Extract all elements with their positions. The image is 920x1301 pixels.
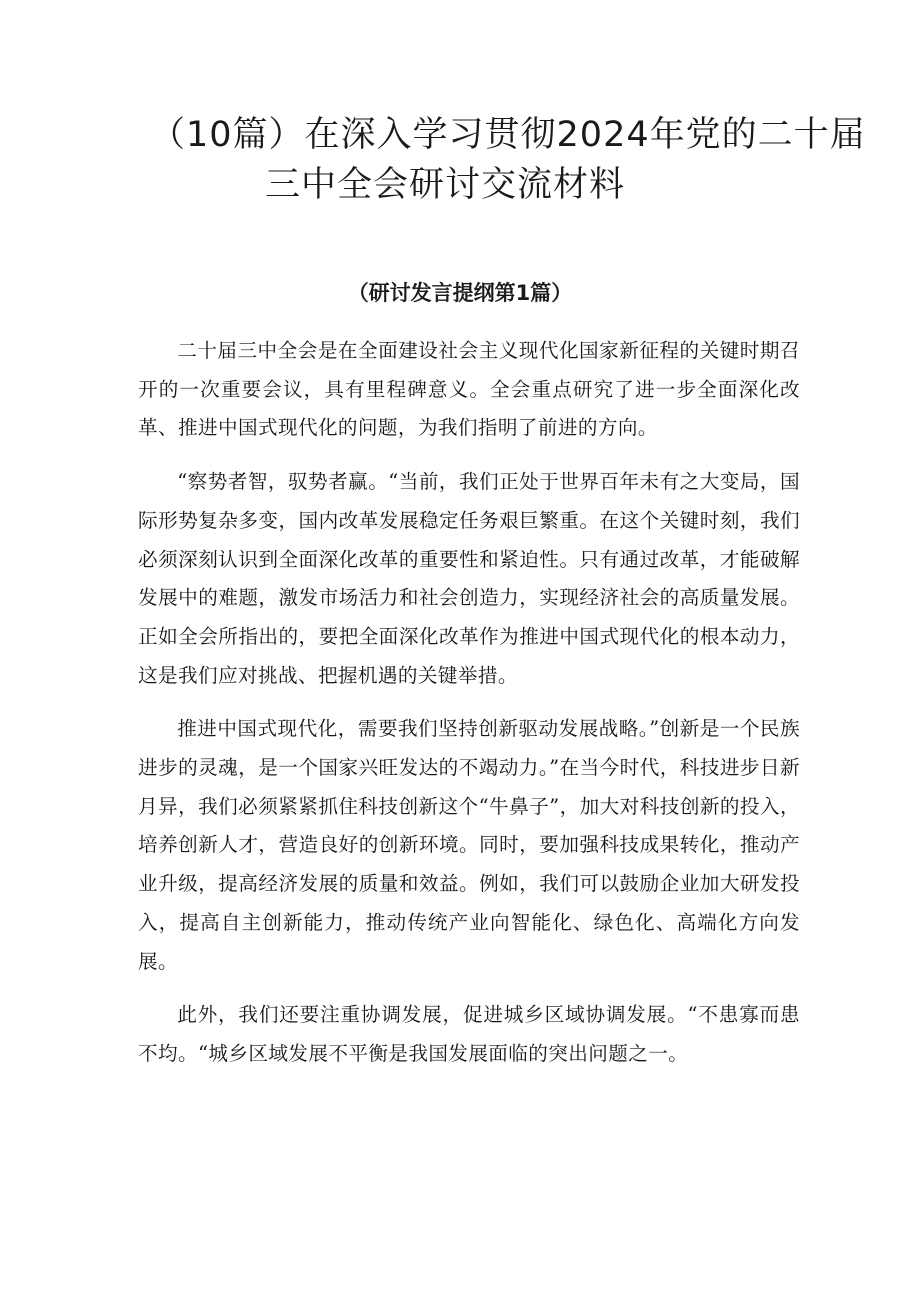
paragraph-4: 此外，我们还要注重协调发展，促进城乡区域协调发展。“不患寡而患不均。“城乡区域发展不平衡是我国发展面临的突出问题之一。 [138, 1003, 800, 1065]
paragraph-1: 二十届三中全会是在全面建设社会主义现代化国家新征程的关键时期召开的一次重要会议，具有里程碑意义。全会重点研究了进一步全面深化改革、推进中国式现代化的问题，为我们指明了前进的方向。 [138, 339, 800, 440]
paragraph-3: 推进中国式现代化，需要我们坚持创新驱动发展战略。”创新是一个民族进步的灵魂，是一个国家兴旺发达的不竭动力。”在当今时代，科技进步日新月异，我们必须紧紧抓住科技创新这个“牛鼻子”，加大对科技创新的投入，培养创新人才，营造良好的创新环境。同时，要加强科技成果转化，推动产业升级，提高经济发展的质量和效益。例如，我们可以鼓励企业加大研发投入，提高自主创新能力，推动传统产业向智能化、绿色化、高端化方向发展。 [138, 717, 800, 973]
document-title [150, 110, 866, 210]
document-body [138, 332, 800, 1089]
document-title-line-1: （10篇）在深入学习贯彻2024年党的二十届 [150, 115, 866, 155]
paragraph-2: “察势者智，驭势者赢。“当前，我们正处于世界百年未有之大变局，国际形势复杂多变，国内改革发展稳定任务艰巨繁重。在这个关键时刻，我们必须深刻认识到全面深化改革的重要性和紧迫性。只有通过改革，才能破解发展中的难题，激发市场活力和社会创造力，实现经济社会的高质量发展。正如全会所指出的，要把全面深化改革作为推进中国式现代化的根本动力，这是我们应对挑战、把握机遇的关键举措。 [138, 470, 800, 687]
section-subtitle: （研讨发言提纲第1篇） [347, 281, 573, 305]
document-title-line-2: 三中全会研讨交流材料 [265, 165, 626, 205]
